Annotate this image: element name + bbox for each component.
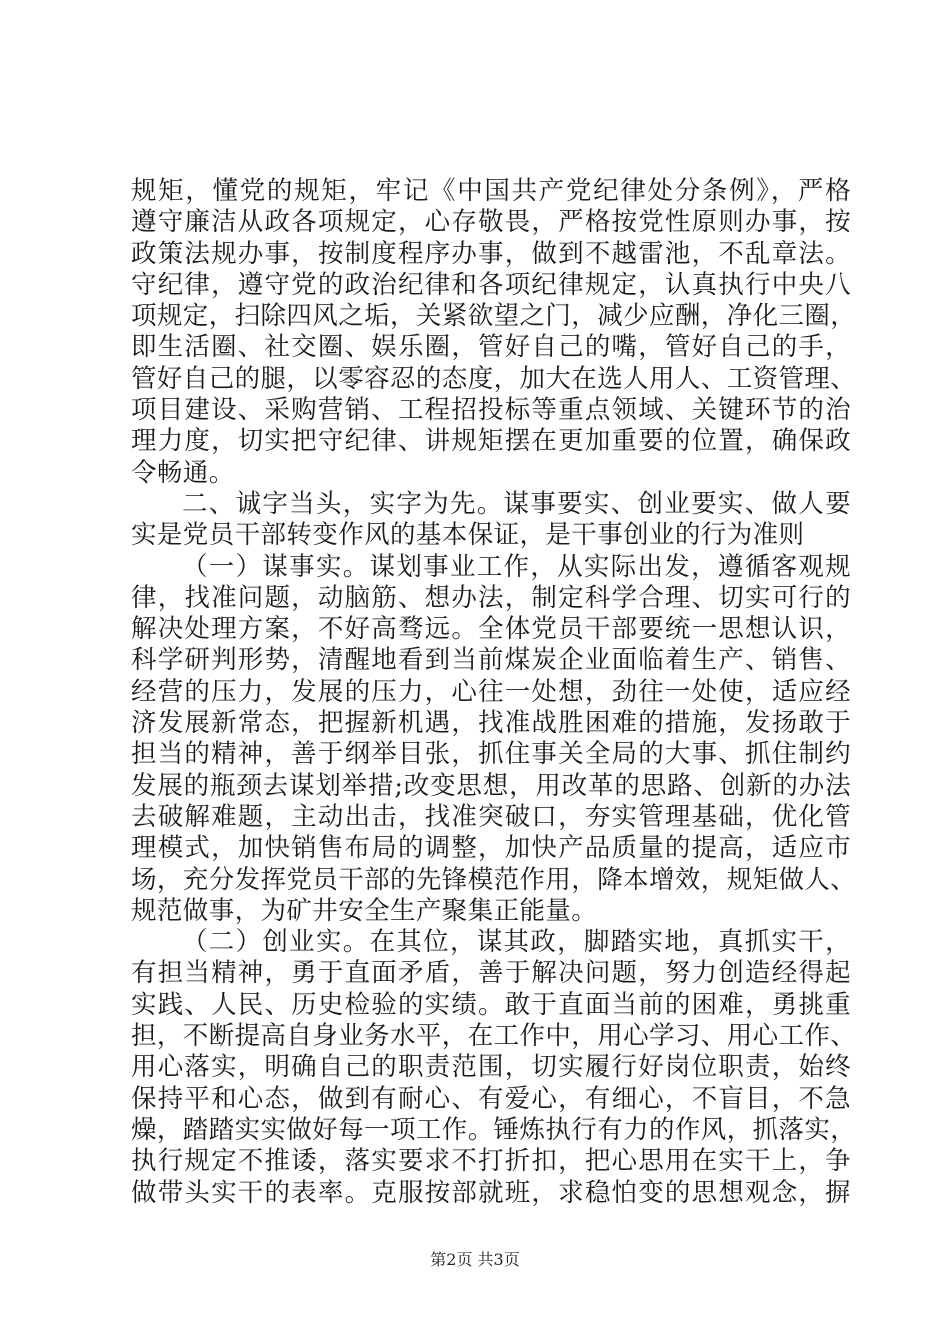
text-line: 政策法规办事，按制度程序办事，做到不越雷池，不乱章法。 <box>131 238 851 269</box>
text-line: 发展的瓶颈去谋划举措;改变思想，用改革的思路、创新的办法 <box>131 770 851 801</box>
text-line: 理力度，切实把守纪律、讲规矩摆在更加重要的位置，确保政 <box>131 426 851 457</box>
text-line: 守纪律，遵守党的政治纪律和各项纪律规定，认真执行中央八 <box>131 269 851 300</box>
text-line: 管好自己的腿，以零容忍的态度，加大在选人用人、工资管理、 <box>131 363 857 394</box>
text-line: 遵守廉洁从政各项规定，心存敬畏，严格按党性原则办事，按 <box>131 207 851 238</box>
text-line: 去破解难题，主动出击，找准突破口，夯实管理基础，优化管 <box>131 801 851 832</box>
text-line: 规矩，懂党的规矩，牢记《中国共产党纪律处分条例》，严格 <box>131 176 851 206</box>
text-line: 经营的压力，发展的压力，心往一处想，劲往一处使，适应经 <box>131 676 851 707</box>
subsection-heading-line: （一）谋事实。谋划事业工作，从实际出发，遵循客观规 <box>182 551 851 582</box>
text-line: 项目建设、采购营销、工程招投标等重点领域、关键环节的治 <box>131 395 851 426</box>
text-line: 律，找准问题，动脑筋、想办法，制定科学合理、切实可行的 <box>131 582 851 613</box>
text-line: 用心落实，明确自己的职责范围，切实履行好岗位职责，始终 <box>131 1052 851 1083</box>
body-text <box>131 176 857 1209</box>
text-line: 燥，踏踏实实做好每一项工作。锤炼执行有力的作风，抓落实， <box>131 1114 857 1145</box>
text-line: 项规定，扫除四风之垢，关紧欲望之门，减少应酬，净化三圈， <box>131 301 857 332</box>
text-line: 担当的精神，善于纲举目张，抓住事关全局的大事、抓住制约 <box>131 739 851 770</box>
section-heading-line: 二、诚字当头，实字为先。谋事要实、创业要实、做人要 <box>182 488 851 519</box>
text-line: 解决处理方案，不好高骛远。全体党员干部要统一思想认识， <box>131 614 851 645</box>
text-line: 实践、人民、历史检验的实绩。敢于直面当前的困难，勇挑重 <box>131 989 851 1020</box>
text-line: 理模式，加快销售布局的调整，加快产品质量的提高，适应市 <box>131 833 851 864</box>
text-line: 规范做事，为矿井安全生产聚集正能量。 <box>131 895 598 926</box>
page-number-footer: 第2页 共3页 <box>430 1250 520 1269</box>
text-line: 实是党员干部转变作风的基本保证，是干事创业的行为准则 <box>131 520 805 551</box>
text-line: 保持平和心态，做到有耐心、有爱心，有细心，不盲目，不急 <box>131 1083 851 1114</box>
text-line: 有担当精神，勇于直面矛盾，善于解决问题，努力创造经得起 <box>131 958 851 989</box>
text-line: 执行规定不推诿，落实要求不打折扣，把心思用在实干上，争 <box>131 1146 851 1177</box>
text-line: 即生活圈、社交圈、娱乐圈，管好自己的嘴，管好自己的手， <box>131 332 851 363</box>
text-line: 济发展新常态，把握新机遇，找准战胜困难的措施，发扬敢于 <box>131 708 851 739</box>
subsection-heading-line: （二）创业实。在其位，谋其政，脚踏实地，真抓实干， <box>182 927 851 958</box>
text-line: 令畅通。 <box>131 457 235 488</box>
text-line: 科学研判形势，清醒地看到当前煤炭企业面临着生产、销售、 <box>131 645 851 676</box>
text-line: 做带头实干的表率。克服按部就班，求稳怕变的思想观念，摒 <box>131 1177 851 1208</box>
text-line: 场，充分发挥党员干部的先锋模范作用，降本增效，规矩做人、 <box>131 864 857 895</box>
text-line: 担，不断提高自身业务水平，在工作中，用心学习、用心工作、 <box>131 1021 857 1052</box>
